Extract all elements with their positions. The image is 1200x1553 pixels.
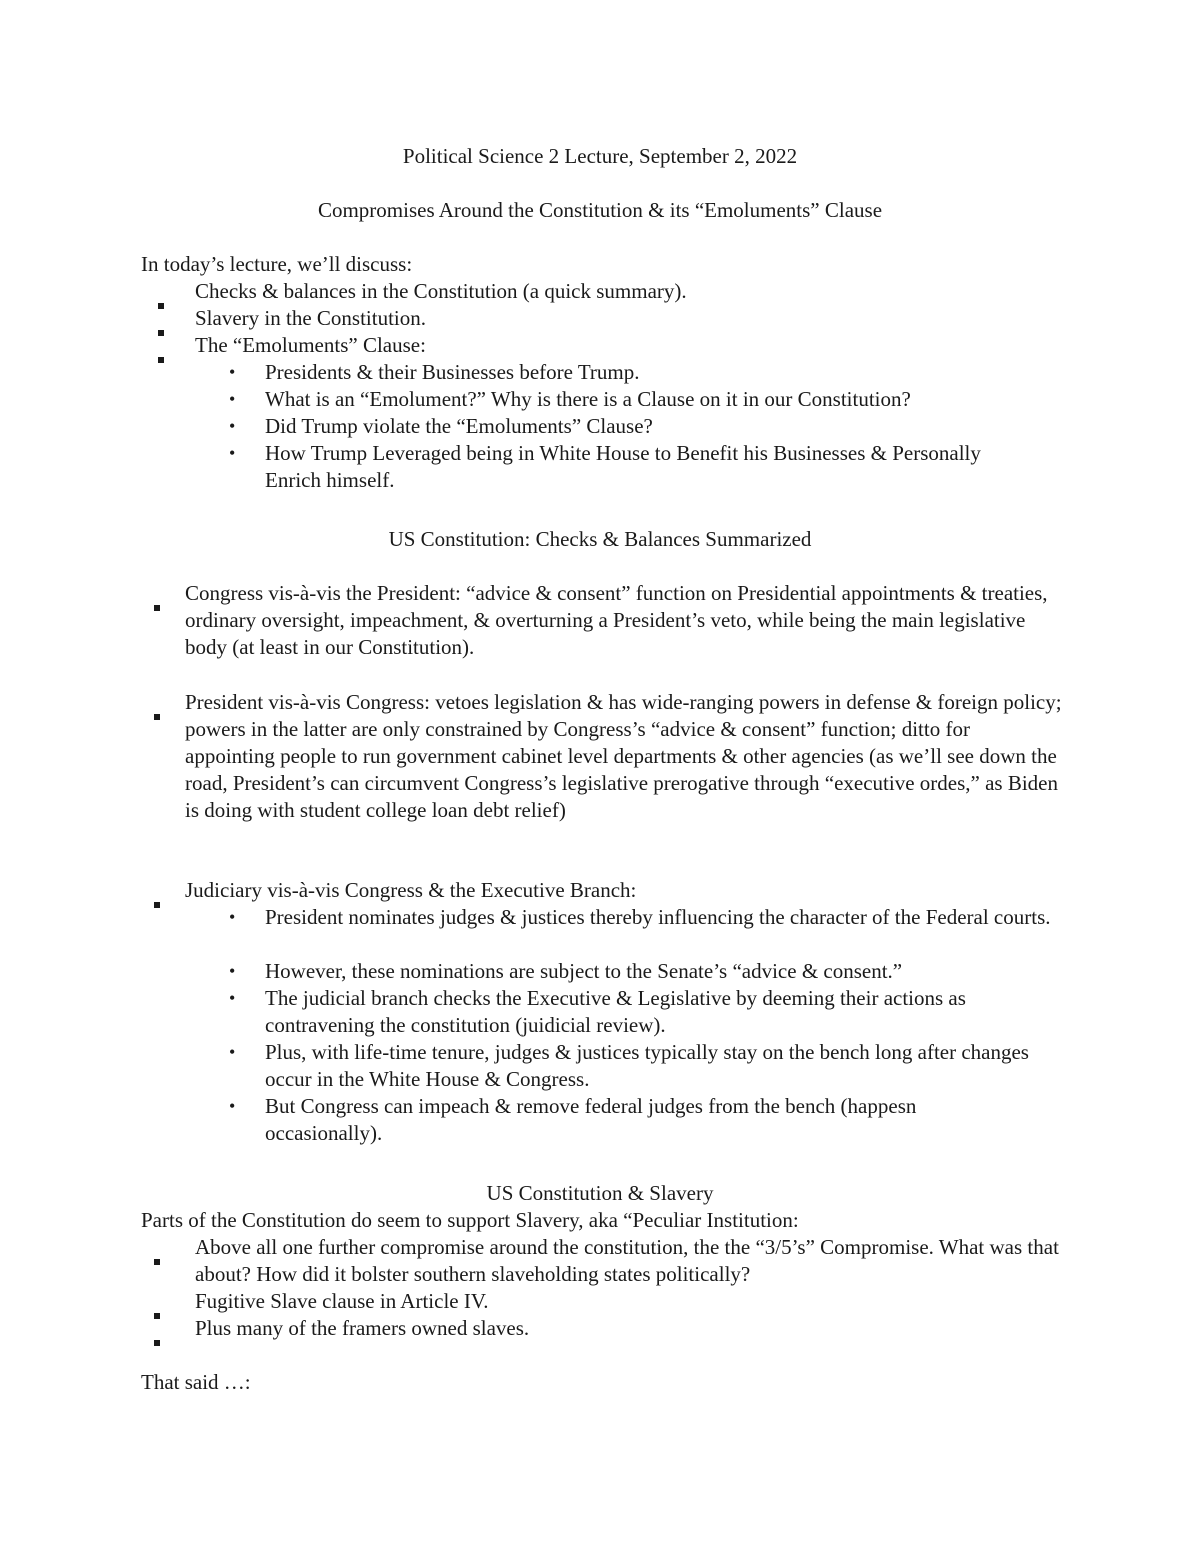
- slavery-item: Above all one further compromise around the constitution, the the “3/5’s” Compromise. What was that about? How did it bolster southern slaveholding states politically?: [195, 1235, 1059, 1286]
- round-bullet-icon: •: [229, 416, 236, 436]
- round-bullet-icon: •: [229, 443, 236, 463]
- judiciary-item: Plus, with life-time tenure, judges & justices typically stay on the bench long after changes occur in the White House & Congress.: [265, 1040, 1029, 1091]
- intro-item-slavery: Slavery in the Constitution.: [195, 306, 426, 330]
- intro-subitem: Did Trump violate the “Emoluments” Clause?: [265, 414, 653, 438]
- intro-item-checks: Checks & balances in the Constitution (a quick summary).: [195, 279, 687, 303]
- intro-subitem: Presidents & their Businesses before Trump.: [265, 360, 640, 384]
- square-bullet-icon: [158, 343, 164, 370]
- round-bullet-icon: •: [229, 988, 236, 1008]
- checks-president: President vis-à-vis Congress: vetoes legislation & has wide-ranging powers in defense & foreign policy; powers in the latter are only constrained by Congress’s “advice & consent” function; ditto for appointing people to run government cabinet level departments & other agencies (as we’ll see down the road, President’s can circumvent Congress’s legislative prerogative through “executive ordes,” as Biden is doing with student college loan debt relief): [185, 690, 1062, 822]
- slavery-heading: US Constitution & Slavery: [486, 1181, 714, 1205]
- judiciary-item: President nominates judges & justices thereby influencing the character of the Federal courts.: [265, 905, 1051, 929]
- checks-heading: US Constitution: Checks & Balances Summarized: [388, 527, 812, 551]
- checks-congress: Congress vis-à-vis the President: “advice & consent” function on Presidential appointments & treaties, ordinary oversight, impeachment, & overturning a President’s veto, while being the main legislative body (at least in our Constitution).: [185, 581, 1048, 659]
- round-bullet-icon: •: [229, 389, 236, 409]
- square-bullet-icon: [154, 1299, 160, 1326]
- checks-judiciary: Judiciary vis-à-vis Congress & the Executive Branch:: [185, 878, 637, 902]
- square-bullet-icon: [154, 888, 160, 915]
- intro-subitem: How Trump Leveraged being in White House to Benefit his Businesses & Personally Enrich himself.: [265, 441, 981, 492]
- round-bullet-icon: •: [229, 362, 236, 382]
- square-bullet-icon: [154, 1245, 160, 1272]
- document-subtitle: Compromises Around the Constitution & its “Emoluments” Clause: [317, 198, 883, 222]
- judiciary-item: However, these nominations are subject to the Senate’s “advice & consent.”: [265, 959, 903, 983]
- intro-lead: In today’s lecture, we’ll discuss:: [141, 252, 413, 276]
- document-title: Political Science 2 Lecture, September 2, 2022: [402, 144, 798, 168]
- intro-item-emoluments: The “Emoluments” Clause:: [195, 333, 426, 357]
- judiciary-item: But Congress can impeach & remove federal judges from the bench (happesn occasionally).: [265, 1094, 917, 1145]
- round-bullet-icon: •: [229, 907, 236, 927]
- round-bullet-icon: •: [229, 1096, 236, 1116]
- square-bullet-icon: [158, 289, 164, 316]
- square-bullet-icon: [154, 591, 160, 618]
- square-bullet-icon: [154, 700, 160, 727]
- round-bullet-icon: •: [229, 961, 236, 981]
- judiciary-item: The judicial branch checks the Executive & Legislative by deeming their actions as contravening the constitution (juidicial review).: [265, 986, 966, 1037]
- square-bullet-icon: [158, 316, 164, 343]
- round-bullet-icon: •: [229, 1042, 236, 1062]
- square-bullet-icon: [154, 1326, 160, 1353]
- closing-line: That said …:: [141, 1370, 251, 1394]
- slavery-item: Plus many of the framers owned slaves.: [195, 1316, 530, 1340]
- slavery-lead: Parts of the Constitution do seem to support Slavery, aka “Peculiar Institution:: [141, 1208, 799, 1232]
- slavery-item: Fugitive Slave clause in Article IV.: [195, 1289, 489, 1313]
- intro-subitem: What is an “Emolument?” Why is there is a Clause on it in our Constitution?: [265, 387, 911, 411]
